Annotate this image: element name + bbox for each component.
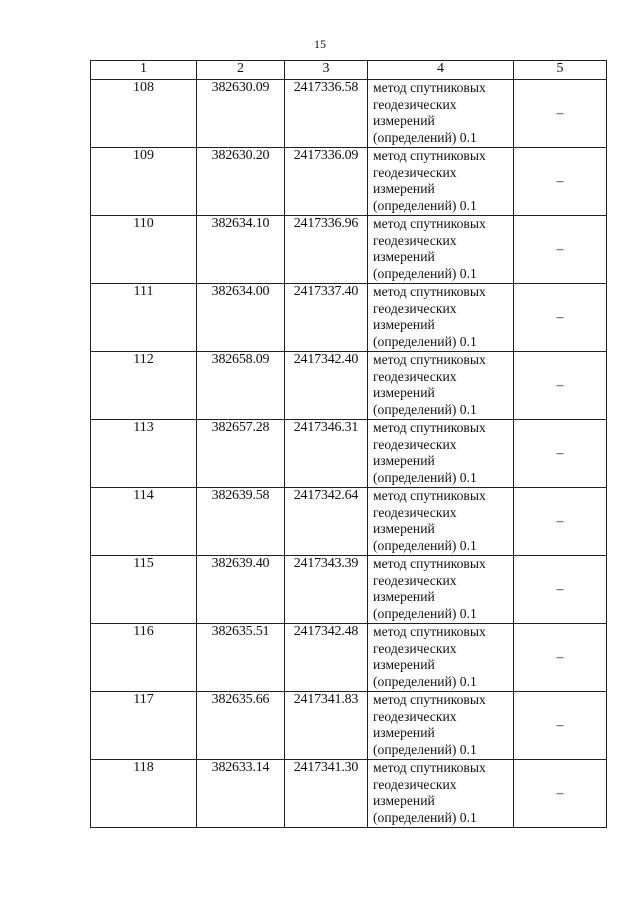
y-coordinate-cell: 2417341.30 xyxy=(285,760,368,828)
y-coordinate-cell: 2417336.58 xyxy=(285,80,368,148)
note-cell: – xyxy=(514,624,607,692)
method-cell: метод спутниковых геодезических измерений (определений) 0.1 xyxy=(368,556,514,624)
point-number-cell: 111 xyxy=(91,284,197,352)
point-number-cell: 108 xyxy=(91,80,197,148)
note-cell: – xyxy=(514,692,607,760)
table-row xyxy=(91,148,607,216)
point-number-cell: 118 xyxy=(91,760,197,828)
x-coordinate-cell: 382657.28 xyxy=(197,420,285,488)
column-header: 3 xyxy=(285,61,368,80)
note-cell: – xyxy=(514,284,607,352)
point-number-cell: 112 xyxy=(91,352,197,420)
point-number-cell: 117 xyxy=(91,692,197,760)
note-cell: – xyxy=(514,760,607,828)
note-cell: – xyxy=(514,148,607,216)
column-header: 4 xyxy=(368,61,514,80)
table-row xyxy=(91,284,607,352)
table-row xyxy=(91,760,607,828)
x-coordinate-cell: 382639.40 xyxy=(197,556,285,624)
column-header: 2 xyxy=(197,61,285,80)
column-header: 5 xyxy=(514,61,607,80)
x-coordinate-cell: 382634.00 xyxy=(197,284,285,352)
y-coordinate-cell: 2417341.83 xyxy=(285,692,368,760)
y-coordinate-cell: 2417336.96 xyxy=(285,216,368,284)
x-coordinate-cell: 382635.66 xyxy=(197,692,285,760)
method-cell: метод спутниковых геодезических измерений (определений) 0.1 xyxy=(368,488,514,556)
point-number-cell: 116 xyxy=(91,624,197,692)
y-coordinate-cell: 2417342.40 xyxy=(285,352,368,420)
y-coordinate-cell: 2417337.40 xyxy=(285,284,368,352)
y-coordinate-cell: 2417342.48 xyxy=(285,624,368,692)
y-coordinate-cell: 2417336.09 xyxy=(285,148,368,216)
note-cell: – xyxy=(514,420,607,488)
method-cell: метод спутниковых геодезических измерений (определений) 0.1 xyxy=(368,420,514,488)
method-cell: метод спутниковых геодезических измерений (определений) 0.1 xyxy=(368,216,514,284)
note-cell: – xyxy=(514,352,607,420)
point-number-cell: 113 xyxy=(91,420,197,488)
y-coordinate-cell: 2417342.64 xyxy=(285,488,368,556)
table-row xyxy=(91,216,607,284)
method-cell: метод спутниковых геодезических измерений (определений) 0.1 xyxy=(368,148,514,216)
column-header: 1 xyxy=(91,61,197,80)
x-coordinate-cell: 382634.10 xyxy=(197,216,285,284)
table-row xyxy=(91,488,607,556)
table-row xyxy=(91,352,607,420)
x-coordinate-cell: 382635.51 xyxy=(197,624,285,692)
method-cell: метод спутниковых геодезических измерений (определений) 0.1 xyxy=(368,352,514,420)
method-cell: метод спутниковых геодезических измерений (определений) 0.1 xyxy=(368,692,514,760)
table-row xyxy=(91,624,607,692)
table-row xyxy=(91,420,607,488)
table-row xyxy=(91,692,607,760)
method-cell: метод спутниковых геодезических измерений (определений) 0.1 xyxy=(368,284,514,352)
table-row xyxy=(91,556,607,624)
method-cell: метод спутниковых геодезических измерений (определений) 0.1 xyxy=(368,760,514,828)
point-number-cell: 109 xyxy=(91,148,197,216)
table-row xyxy=(91,80,607,148)
x-coordinate-cell: 382658.09 xyxy=(197,352,285,420)
point-number-cell: 110 xyxy=(91,216,197,284)
coordinates-table xyxy=(90,60,607,828)
x-coordinate-cell: 382630.20 xyxy=(197,148,285,216)
note-cell: – xyxy=(514,556,607,624)
note-cell: – xyxy=(514,488,607,556)
point-number-cell: 114 xyxy=(91,488,197,556)
method-cell: метод спутниковых геодезических измерений (определений) 0.1 xyxy=(368,624,514,692)
y-coordinate-cell: 2417343.39 xyxy=(285,556,368,624)
method-cell: метод спутниковых геодезических измерений (определений) 0.1 xyxy=(368,80,514,148)
x-coordinate-cell: 382633.14 xyxy=(197,760,285,828)
note-cell: – xyxy=(514,80,607,148)
x-coordinate-cell: 382630.09 xyxy=(197,80,285,148)
y-coordinate-cell: 2417346.31 xyxy=(285,420,368,488)
x-coordinate-cell: 382639.58 xyxy=(197,488,285,556)
table-header-row xyxy=(91,61,607,80)
point-number-cell: 115 xyxy=(91,556,197,624)
note-cell: – xyxy=(514,216,607,284)
page-number: 15 xyxy=(314,37,326,51)
